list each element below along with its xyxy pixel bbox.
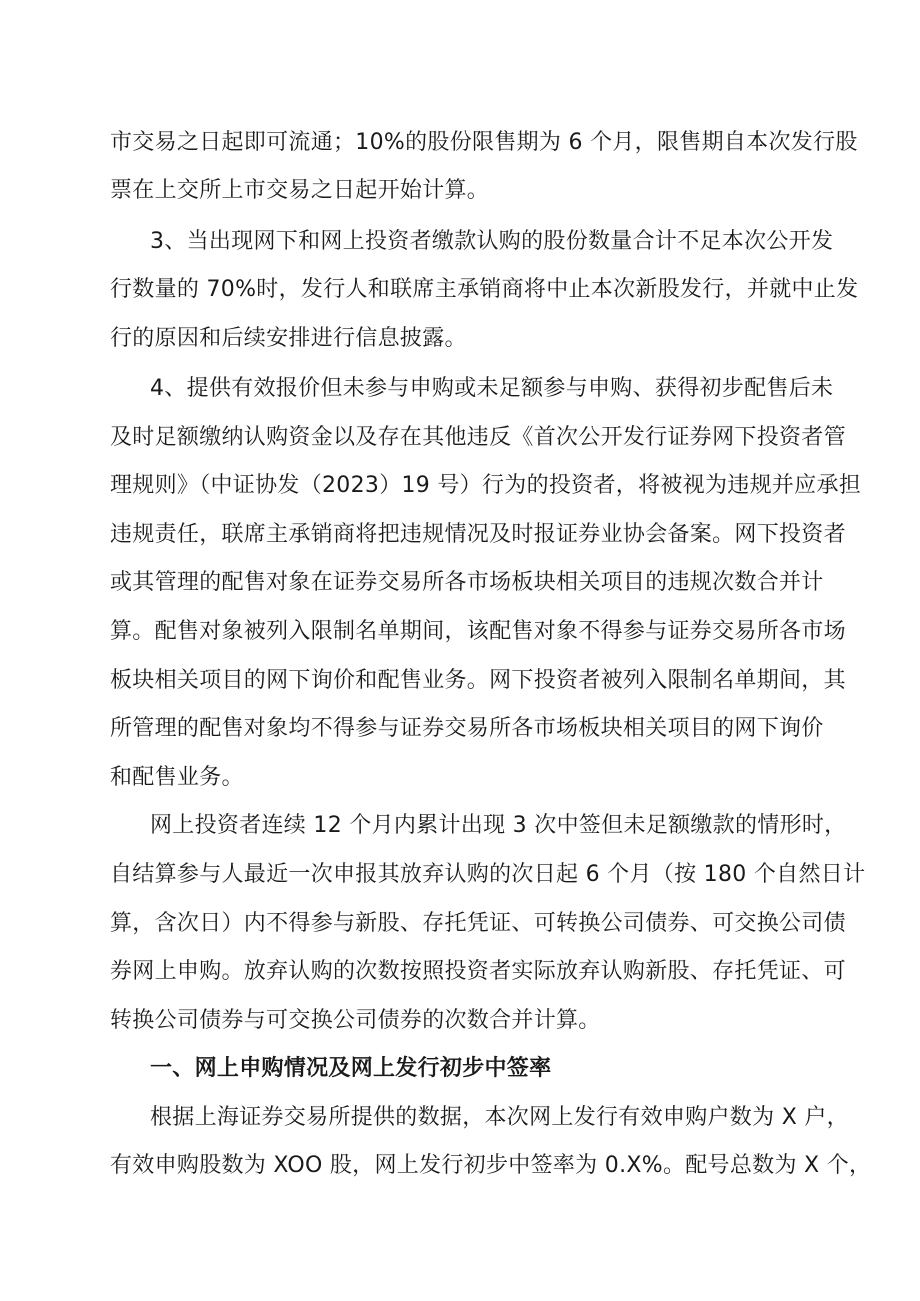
section-heading: 一、网上申购情况及网上发行初步中签率 — [150, 1056, 552, 1081]
text-line: 自结算参与人最近一次申报其放弃认购的次日起 6 个月（按 180 个自然日计 — [110, 862, 866, 887]
text-line: 所管理的配售对象均不得参与证券交易所各市场板块相关项目的网下询价 — [110, 716, 824, 741]
text-line: 算，含次日）内不得参与新股、存托凭证、可转换公司债券、可交换公司债 — [110, 911, 846, 936]
text-line: 根据上海证券交易所提供的数据，本次网上发行有效申购户数为 X 户， — [150, 1105, 849, 1130]
text-line: 市交易之日起即可流通；10%的股份限售期为 6 个月，限售期自本次发行股 — [110, 130, 858, 155]
text-line: 及时足额缴纳认购资金以及存在其他违反《首次公开发行证券网下投资者管 — [110, 425, 846, 450]
text-line: 理规则》（中证协发（2023）19 号）行为的投资者，将被视为违规并应承担 — [110, 473, 862, 498]
text-line: 转换公司债券与可交换公司债券的次数合并计算。 — [110, 1008, 601, 1033]
text-line: 算。配售对象被列入限制名单期间，该配售对象不得参与证券交易所各市场 — [110, 619, 846, 644]
text-line: 和配售业务。 — [110, 765, 244, 790]
text-line: 有效申购股数为 XOO 股，网上发行初步中签率为 0.X%。配号总数为 X 个， — [110, 1153, 872, 1178]
text-line: 违规责任，联席主承销商将把违规情况及时报证券业协会备案。网下投资者 — [110, 522, 846, 547]
text-line: 板块相关项目的网下询价和配售业务。网下投资者被列入限制名单期间，其 — [110, 668, 846, 693]
text-line: 券网上申购。放弃认购的次数按照投资者实际放弃认购新股、存托凭证、可 — [110, 959, 846, 984]
text-line: 票在上交所上市交易之日起开始计算。 — [110, 178, 490, 203]
text-line: 行的原因和后续安排进行信息披露。 — [110, 326, 467, 351]
text-line: 行数量的 70%时，发行人和联席主承销商将中止本次新股发行，并就中止发 — [110, 277, 859, 302]
text-line: 或其管理的配售对象在证券交易所各市场板块相关项目的违规次数合并计 — [110, 570, 824, 595]
text-line: 网上投资者连续 12 个月内累计出现 3 次中签但未足额缴款的情形时， — [150, 813, 847, 838]
text-line: 3、当出现网下和网上投资者缴款认购的股份数量合计不足本次公开发 — [150, 229, 834, 254]
text-line: 4、提供有效报价但未参与申购或未足额参与申购、获得初步配售后未 — [150, 376, 834, 401]
